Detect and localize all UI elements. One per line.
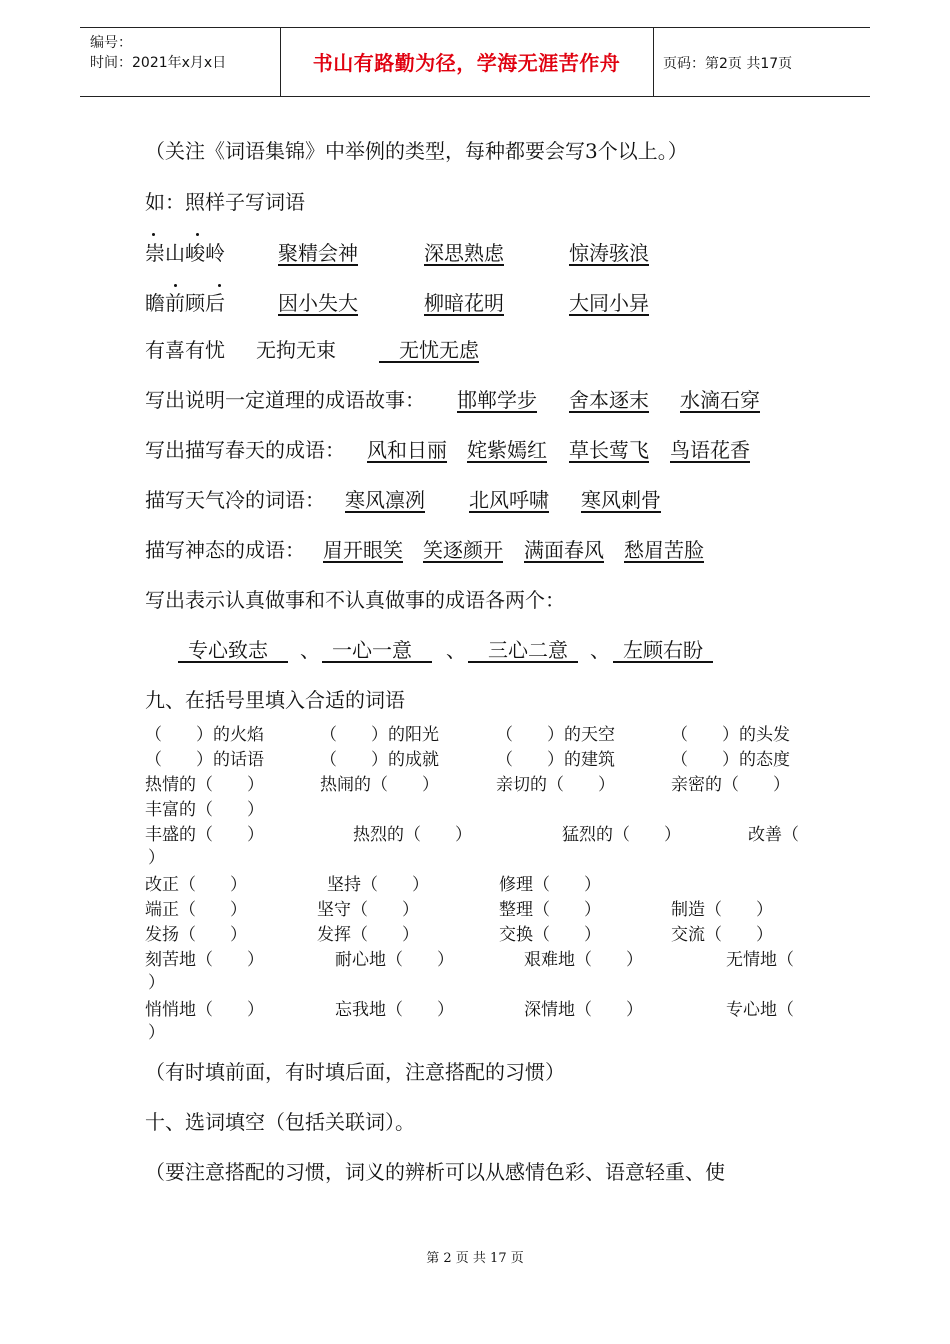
answer-word: 草长莺飞	[569, 438, 649, 462]
emphasis-dot	[152, 233, 155, 236]
section9-note: （有时填前面，有时填后面，注意搭配的习惯）	[145, 1060, 565, 1084]
page-code: 页码：第2页 共17页	[663, 56, 793, 72]
time-label: 时间：2021年x月x日	[90, 55, 227, 71]
answer-word: 寒风刺骨	[581, 488, 661, 512]
fill-item: 耐心地（ ）	[335, 950, 454, 970]
page-header	[80, 27, 870, 97]
emphasis-dot	[174, 284, 177, 287]
earnest-label: 写出表示认真做事和不认真做事的成语各两个：	[145, 588, 565, 612]
fill-item: 热闹的（ ）	[320, 775, 439, 795]
emphasis-dot	[196, 233, 199, 236]
stories-label: 写出说明一定道理的成语故事：	[145, 388, 425, 412]
fill-item: 忘我地（ ）	[335, 1000, 454, 1020]
answer-word: 因小失大	[278, 291, 358, 315]
example-word: 瞻前顾后	[145, 291, 225, 315]
fill-item: 整理（ ）	[499, 900, 601, 920]
answer-word: 邯郸学步	[457, 388, 537, 412]
page-footer: 第 2 页 共 17 页	[426, 1251, 524, 1266]
fill-item: 专心地（	[726, 1000, 794, 1020]
fill-item: （ ）的火焰	[145, 725, 264, 745]
fill-item: 改善（	[748, 825, 799, 845]
fill-item: 发挥（ ）	[317, 925, 419, 945]
example-word: 有喜有忧	[145, 338, 225, 362]
answer-word: 愁眉苦脸	[624, 538, 704, 562]
fill-item: 发扬（ ）	[145, 925, 247, 945]
fill-item-wrap: ）	[148, 848, 165, 868]
answer-word: 姹紫嫣红	[467, 438, 547, 462]
example-word: 无拘无束	[256, 338, 336, 362]
answer-word: 笑逐颜开	[423, 538, 503, 562]
section10-note: （要注意搭配的习惯，词义的辨析可以从感情色彩、语意轻重、使	[145, 1160, 725, 1184]
fill-item-wrap: ）	[148, 1023, 165, 1043]
number-label: 编号：	[90, 35, 132, 51]
fill-item: 深情地（ ）	[524, 1000, 643, 1020]
answer-word: 三心二意	[488, 638, 568, 662]
answer-word: 舍本逐末	[569, 388, 649, 412]
header-middle-cell	[280, 28, 654, 96]
answer-word: 鸟语花香	[670, 438, 750, 462]
fill-item: 交换（ ）	[499, 925, 601, 945]
fill-item: 悄悄地（ ）	[145, 1000, 264, 1020]
fill-item: 修理（ ）	[499, 875, 601, 895]
header-right-cell	[653, 28, 870, 96]
separator: 、	[590, 638, 610, 662]
fill-item: 坚守（ ）	[317, 900, 419, 920]
fill-item: 艰难地（ ）	[524, 950, 643, 970]
spring-label: 写出描写春天的成语：	[145, 438, 345, 462]
separator: 、	[446, 638, 466, 662]
fill-item-wrap: ）	[148, 973, 165, 993]
fill-item: 交流（ ）	[671, 925, 773, 945]
fill-item: 制造（ ）	[671, 900, 773, 920]
answer-word: 一心一意	[332, 638, 412, 662]
fill-item: 亲密的（ ）	[671, 775, 790, 795]
answer-word: 惊涛骇浪	[569, 241, 649, 265]
fill-item: 无情地（	[726, 950, 794, 970]
answer-word: 柳暗花明	[424, 291, 504, 315]
answer-word: 左顾右盼	[623, 638, 703, 662]
manner-label: 描写神态的成语：	[145, 538, 305, 562]
intro-note: （关注《词语集锦》中举例的类型，每种都要会写3个以上。）	[145, 139, 688, 163]
separator: 、	[300, 638, 320, 662]
fill-item: 热情的（ ）	[145, 775, 264, 795]
fill-item: 改正（ ）	[145, 875, 247, 895]
answer-word: 大同小异	[569, 291, 649, 315]
section10-title: 十、选词填空（包括关联词）。	[145, 1110, 415, 1134]
fill-item: 丰富的（ ）	[145, 800, 264, 820]
answer-word: 风和日丽	[367, 438, 447, 462]
fill-item: 刻苦地（ ）	[145, 950, 264, 970]
emphasis-dot	[218, 284, 221, 287]
fill-item: （ ）的头发	[671, 725, 790, 745]
answer-word: 满面春风	[524, 538, 604, 562]
fill-item: 猛烈的（ ）	[562, 825, 681, 845]
section9-title: 九、在括号里填入合适的词语	[145, 688, 405, 712]
answer-word: 水滴石穿	[680, 388, 760, 412]
fill-item: 端正（ ）	[145, 900, 247, 920]
answer-word: 眉开眼笑	[323, 538, 403, 562]
answer-word: 寒风凛冽	[345, 488, 425, 512]
answer-word: 专心致志	[188, 638, 268, 662]
cold-label: 描写天气冷的词语：	[145, 488, 325, 512]
fill-item: 亲切的（ ）	[496, 775, 615, 795]
example-prompt: 如：照样子写词语	[145, 190, 305, 214]
answer-word: 深思熟虑	[424, 241, 504, 265]
example-word: 崇山峻岭	[145, 241, 225, 265]
fill-item: 丰盛的（ ）	[145, 825, 264, 845]
fill-item: （ ）的成就	[320, 750, 439, 770]
answer-word: 北风呼啸	[469, 488, 549, 512]
fill-item: 热烈的（ ）	[353, 825, 472, 845]
header-left-cell	[80, 28, 281, 96]
fill-item: 坚持（ ）	[327, 875, 429, 895]
answer-word: 无忧无虑	[399, 338, 479, 362]
fill-item: （ ）的建筑	[496, 750, 615, 770]
motto: 书山有路勤为径，学海无涯苦作舟	[312, 51, 621, 75]
answer-word: 聚精会神	[278, 241, 358, 265]
fill-item: （ ）的话语	[145, 750, 264, 770]
fill-item: （ ）的态度	[671, 750, 790, 770]
fill-item: （ ）的阳光	[320, 725, 439, 745]
fill-item: （ ）的天空	[496, 725, 615, 745]
